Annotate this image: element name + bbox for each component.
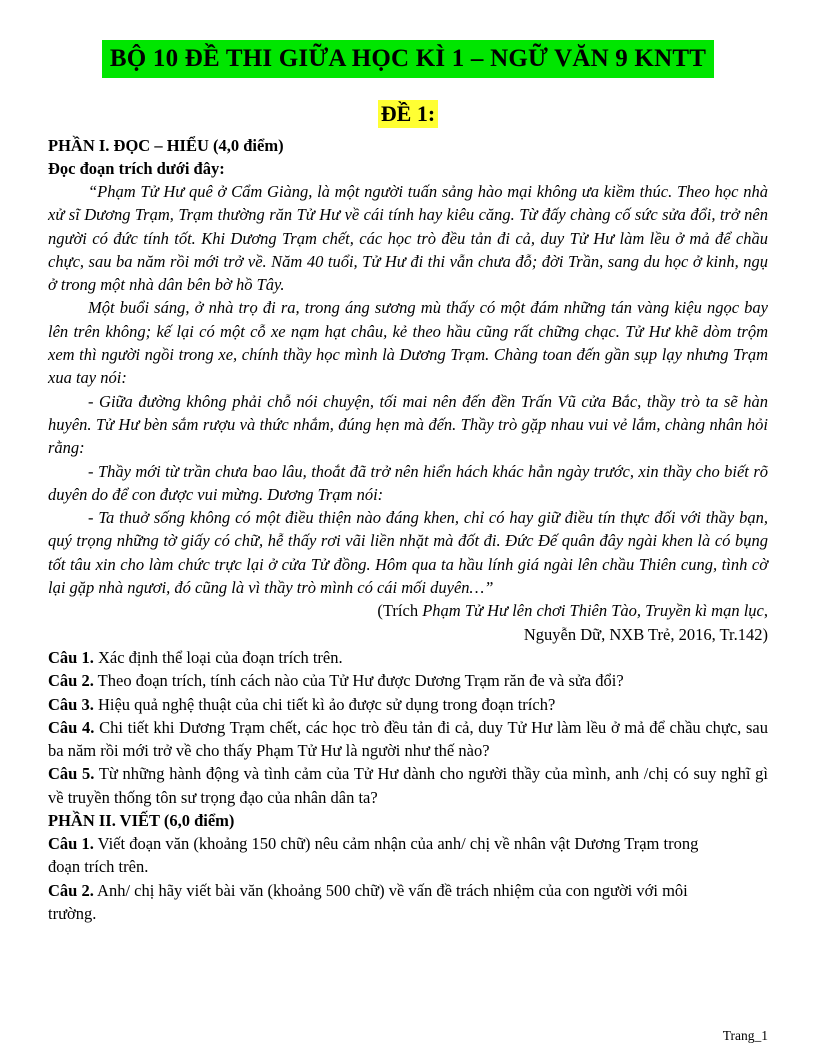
source-suffix: , [763, 601, 768, 621]
question-text: Anh/ chị hãy viết bài văn (khoảng 500 chữ) về vấn đề trách nhiệm của con người với môi trường. [48, 880, 688, 923]
writing-question [48, 879, 718, 926]
source-citation [48, 599, 768, 646]
question-label: Câu 4. [48, 717, 95, 737]
page-number: Trang_1 [722, 1028, 768, 1043]
part2-heading: PHẦN II. VIẾT (6,0 điểm) [48, 811, 235, 831]
question-label: Câu 5. [48, 764, 95, 784]
source-work-title: Phạm Tử Hư lên chơi Thiên Tào, Truyền kì mạn lục [422, 601, 764, 621]
question-label: Câu 2. [48, 880, 94, 900]
question-text: Chi tiết khi Dương Trạm chết, các học trò đều tản đi cả, duy Tử Hư làm lều ở mả để chầu chực, sau ba năm rồi mới trở về cho thấy Phạm Tử Hư là người như thế nào? [48, 717, 768, 761]
reading-question [48, 762, 768, 809]
exam-number-label: ĐỀ 1: [378, 100, 438, 128]
passage-paragraph: - Giữa đường không phải chỗ nói chuyện, tối mai nên đến đền Trấn Vũ cửa Bắc, thầy trò ta sẽ hàn huyên. Tử Hư bèn sắm rượu và thức nhắm, đúng hẹn mà đến. Thầy trò gặp nhau vui vẻ lắm, chàng nhân hỏi rằng: [48, 391, 768, 458]
exam-label-block [48, 100, 768, 128]
document-title: BỘ 10 ĐỀ THI GIỮA HỌC KÌ 1 – NGỮ VĂN 9 KNTT [102, 40, 714, 78]
reading-question [48, 693, 768, 716]
reading-instruction: Đọc đoạn trích dưới đây: [48, 159, 225, 178]
source-line-1 [48, 599, 768, 622]
question-text: Theo đoạn trích, tính cách nào của Tử Hư được Dương Trạm răn đe và sửa đổi? [93, 671, 624, 691]
question-text: Từ những hành động và tình cảm của Tử Hư dành cho người thầy của mình, anh /chị có suy nghĩ gì về truyền thống tôn sư trọng đạo của nhân dân ta? [48, 764, 768, 807]
question-label: Câu 2. [48, 671, 94, 691]
passage-paragraph: - Thầy mới từ trần chưa bao lâu, thoắt đã trở nên hiển hách khác hẳn ngày trước, xin thầy cho biết rõ duyên do để con được vui mừng. Dương Trạm nói: [48, 461, 768, 504]
passage-paragraph: Một buổi sáng, ở nhà trọ đi ra, trong áng sương mù thấy có một đám những tán vàng kiệu ngọc bay lên trên không; kế lại có một cỗ xe nạm hạt châu, kẻ theo hầu cũng rất chững chạc. Tử Hư khẽ dòm trộm xem thì người ngồi trong xe, chính thầy học mình là Dương Trạm. Chàng toan đến gần sụp lạy nhưng Trạm xua tay nói: [48, 298, 768, 388]
writing-question [48, 832, 708, 879]
source-line-2: Nguyễn Dữ, NXB Trẻ, 2016, Tr.142) [523, 624, 768, 644]
question-label: Câu 1. [48, 647, 94, 667]
title-block [48, 40, 768, 78]
reading-question [48, 716, 768, 763]
question-text: Xác định thể loại của đoạn trích trên. [93, 647, 343, 667]
reading-question [48, 646, 768, 669]
question-text: Hiệu quả nghệ thuật của chi tiết kì ảo được sử dụng trong đoạn trích? [93, 694, 556, 714]
question-label: Câu 1. [48, 834, 94, 854]
part1-heading: PHẦN I. ĐỌC – HIỂU (4,0 điểm) [48, 136, 284, 155]
reading-passage [48, 180, 768, 599]
passage-paragraph: - Ta thuở sống không có một điều thiện nào đáng khen, chỉ có hay giữ điều tín thực đối với thầy bạn, quý trọng những tờ giấy có chữ, hễ thấy rơi vãi liền nhặt mà đốt đi. Đức Đế quân đây ngài khen là có bụng tốt tâu xin cho làm chức trực lại ở cửa Tử đồng. Hôm qua ta hầu lính giá ngài lên chầu Thiên cung, tình cờ lại gặp nhà ngươi, đó cũng là vì thầy trò mình có cái mối duyên…” [48, 508, 768, 598]
reading-question [48, 669, 768, 692]
source-prefix: (Trích [377, 601, 423, 621]
question-text: Viết đoạn văn (khoảng 150 chữ) nêu cảm nhận của anh/ chị về nhân vật Dương Trạm trong đoạn trích trên. [48, 834, 699, 877]
document-page [48, 40, 768, 925]
passage-paragraph: “Phạm Tử Hư quê ở Cẩm Giàng, là một người tuấn sảng hào mại không ưa kiềm thúc. Theo học nhà xử sĩ Dương Trạm, Trạm thường răn Tử Hư về cái tính hay kiêu căng. Từ đấy chàng cố sức sửa đổi, trở nên người có đức tính tốt. Khi Dương Trạm chết, các học trò đều tản đi cả, duy Tử Hư làm lều ở mả để chầu chực, sau ba năm rồi mới trở về. Năm 40 tuổi, Tử Hư đi thi vẫn chưa đỗ; đời Trần, sang du học ở kinh, ngụ ở trong một nhà dân bên bờ hồ Tây. [48, 182, 768, 295]
question-label: Câu 3. [48, 694, 94, 714]
